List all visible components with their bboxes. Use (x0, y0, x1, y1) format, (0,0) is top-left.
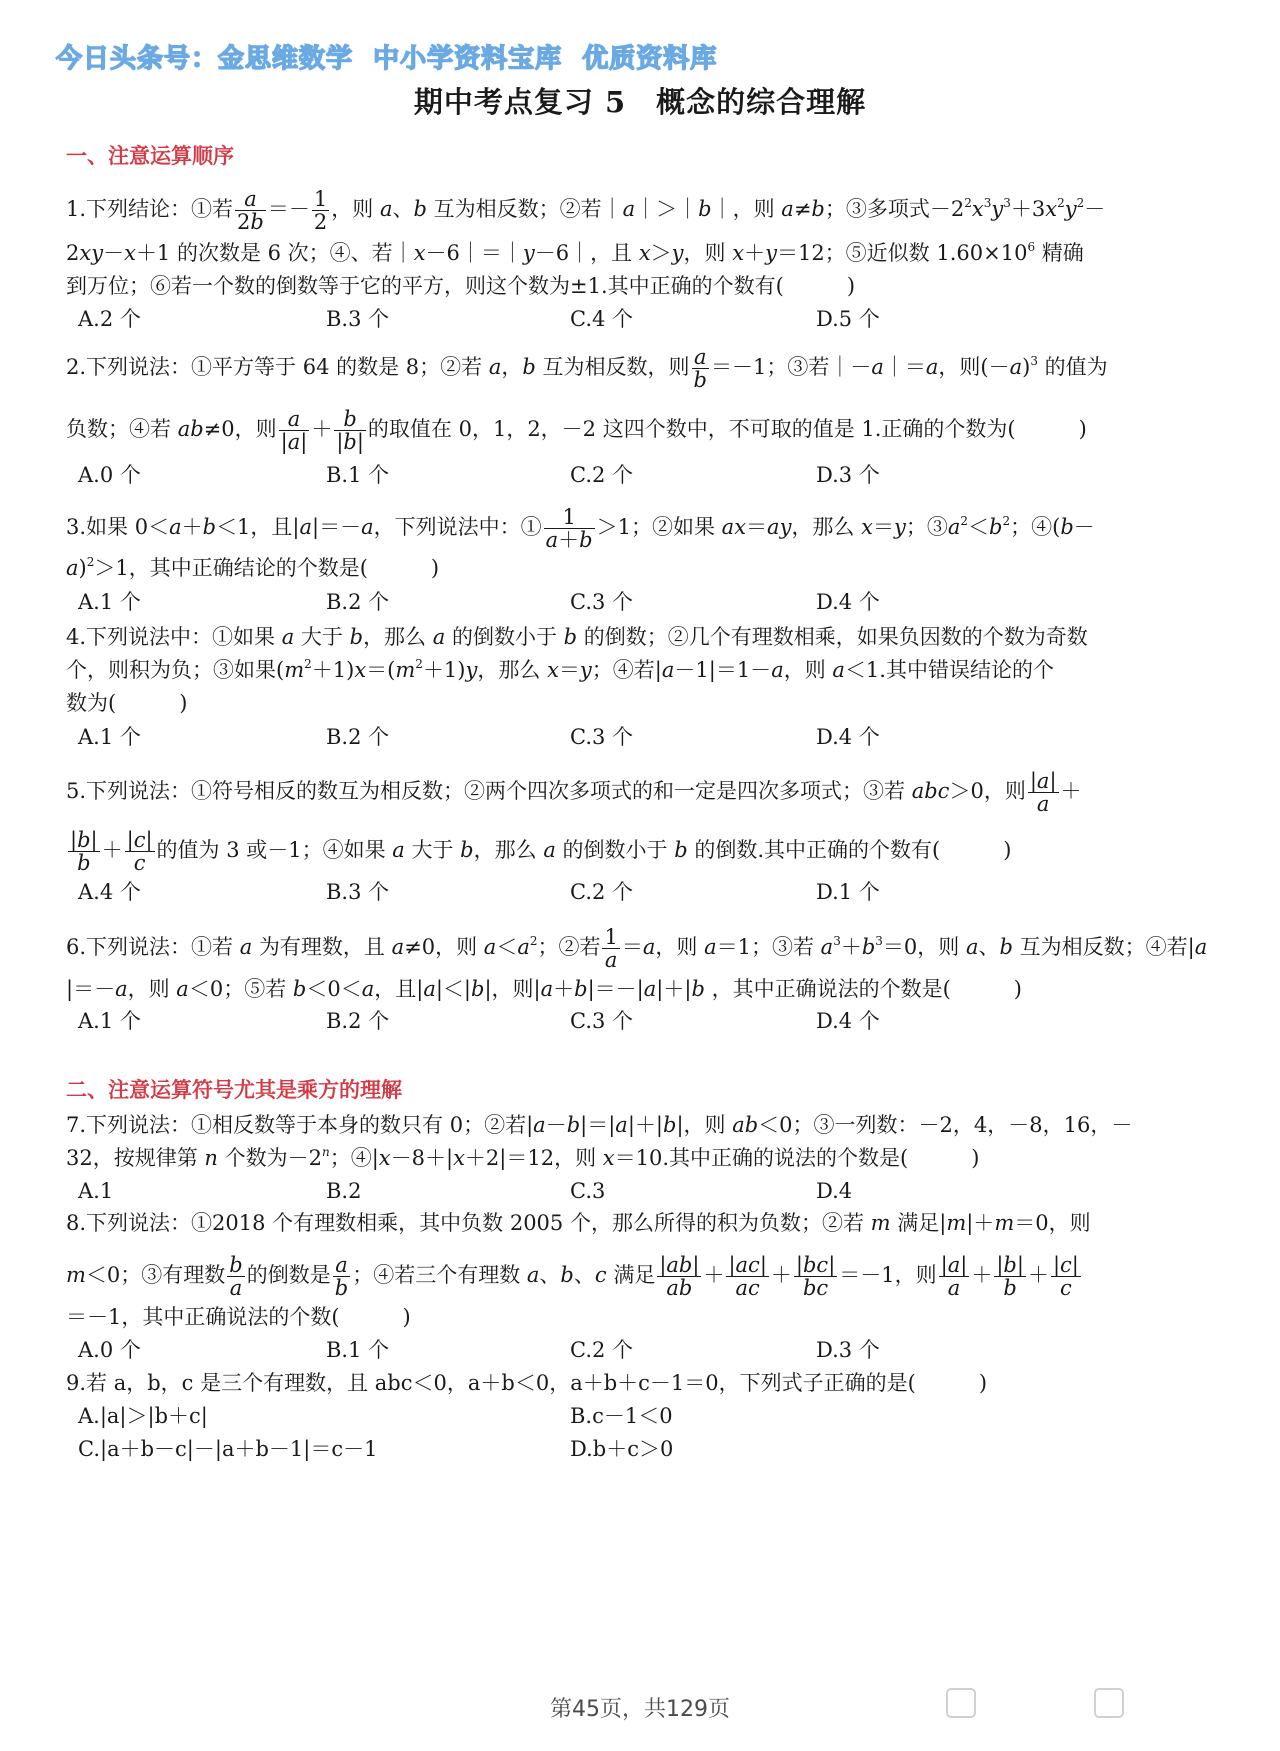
question-3-option-a: A.1 个 (78, 590, 141, 614)
question-6-option-d: D.4 个 (816, 1009, 880, 1033)
watermark: 今日头条号：金思维数学 中小学资料宝库 优质资料库 (56, 44, 718, 74)
question-2-option-d: D.3 个 (816, 463, 880, 487)
question-1-line-1: 1.下列结论：①若 $\frac{a}{2b}$ ＝－ $\frac{1}{2}$ ，则 a、b 互为相反数；②若｜a｜＞｜b｜，则 a≠b；③多项式$-2^2x^3y^3+3x^2y^2-$ (66, 187, 1106, 234)
question-2-option-b: B.1 个 (326, 463, 390, 487)
question-5-line-1: 5.下列说法：①符号相反的数互为相反数；②两个四次多项式的和一定是四次多项式；③若 abc＞0，则 $\frac{|a|}{a}$ ＋ (66, 769, 1082, 816)
question-4-line-3: 数为( ) (66, 691, 188, 715)
question-2-line-2: 负数；④若 ab≠0，则 $\frac{a}{|a|}$ ＋ $\frac{b}{|b|}$ 的取值在 0，1，2，－2 这四个数中，不可取的值是 1.正确的个数为( ) (66, 407, 1087, 454)
question-2-option-c: C.2 个 (570, 463, 634, 487)
page-number: 第45页，共129页 (550, 1697, 730, 1722)
question-2-line-1: 2.下列说法：①平方等于 64 的数是 8；②若 a，b 互为相反数，则 $\frac{a}{b}$ ＝－1；③若｜－a｜＝a，则$(-a)^3$ 的值为 (66, 345, 1108, 392)
question-6-option-c: C.3 个 (570, 1009, 634, 1033)
question-5-option-d: D.1 个 (816, 880, 880, 904)
question-3-option-b: B.2 个 (326, 590, 390, 614)
question-7-option-c: C.3 (570, 1179, 606, 1203)
page-thumb-icon[interactable] (946, 1688, 976, 1718)
question-6-option-b: B.2 个 (326, 1009, 390, 1033)
question-7-line-1: 7.下列说法：①相反数等于本身的数只有 0；②若|a－b|＝|a|＋|b|，则 ab＜0；③一列数：－2，4，－8，16，－ (66, 1113, 1133, 1137)
question-4-line-2: 个，则积为负；③如果$(m^2+1)x=(m^2+1)y$，那么 x＝y；④若|a－1|＝1－a，则 a＜1.其中错误结论的个 (66, 657, 1054, 682)
question-1-option-c: C.4 个 (570, 307, 634, 331)
question-4-option-a: A.1 个 (78, 725, 141, 749)
question-6-line-2: |＝－a，则 a＜0；⑤若 b＜0＜a，且|a|＜|b|，则|a＋b|＝－|a|＋|b ，其中正确说法的个数是( ) (66, 977, 1022, 1001)
question-1-line-3: 到万位；⑥若一个数的倒数等于它的平方，则这个数为±1.其中正确的个数有( ) (66, 274, 856, 298)
question-5-option-c: C.2 个 (570, 880, 634, 904)
section-heading-1: 一、注意运算顺序 (66, 144, 234, 168)
question-1-option-a: A.2 个 (78, 307, 141, 331)
question-9-option-a: A.|a|＞|b＋c| (78, 1404, 208, 1428)
question-6-line-1: 6.下列说法：①若 a 为有理数，且 a≠0，则 $a<a^2$；②若 $\frac{1}{a}$ ＝a，则 a＝1；③若 $a^3+b^3=0$，则 a、b 互为相反数；④若|a (66, 925, 1208, 972)
question-5-option-b: B.3 个 (326, 880, 390, 904)
question-7-option-d: D.4 (816, 1179, 853, 1203)
question-7-option-b: B.2 (326, 1179, 362, 1203)
question-9-option-b: B.c－1＜0 (570, 1404, 673, 1428)
question-3-option-d: D.4 个 (816, 590, 880, 614)
question-9-stem: 9.若 a，b，c 是三个有理数，且 abc＜0，a＋b＜0，a＋b＋c－1＝0，下列式子正确的是( ) (66, 1371, 988, 1395)
question-8-option-b: B.1 个 (326, 1338, 390, 1362)
question-9-option-c: C.|a＋b－c|－|a＋b－1|＝c－1 (78, 1437, 378, 1461)
question-3-line-1: 3.如果 0＜a＋b＜1，且|a|＝－a，下列说法中：① $\frac{1}{a+b}$ ＞1；②如果 ax＝ay，那么 x＝y；$③a^2<b^2$；④(b－ (66, 505, 1095, 552)
section-heading-2: 二、注意运算符号尤其是乘方的理解 (66, 1078, 402, 1102)
question-5-line-2: $\frac{|b|}{b}$ ＋ $\frac{|c|}{c}$ 的值为 3 或－1；④如果 a 大于 b，那么 a 的倒数小于 b 的倒数.其中正确的个数有( ) (70, 828, 1012, 875)
question-4-option-c: C.3 个 (570, 725, 634, 749)
question-7-option-a: A.1 (78, 1179, 114, 1203)
question-8-line-2: m＜0；③有理数 $\frac{b}{a}$ 的倒数是 $\frac{a}{b}$ ；④若三个有理数 a、b、c 满足 $\frac{|ab|}{ab}$ ＋ $\frac{|ac|}{ac}$ ＋ $\frac{|bc|}{bc}$ ＝－1，则 $\frac{|a|}{a}$ ＋ $\frac{|b|}{b}$ ＋ $\frac{|c|}{c}$ (66, 1253, 1079, 1300)
question-1-option-d: D.5 个 (816, 307, 880, 331)
question-1-option-b: B.3 个 (326, 307, 390, 331)
question-8-option-a: A.0 个 (78, 1338, 141, 1362)
question-2-option-a: A.0 个 (78, 463, 141, 487)
question-8-line-1: 8.下列说法：①2018 个有理数相乘，其中负数 2005 个，那么所得的积为负数；②若 m 满足|m|＋m＝0，则 (66, 1211, 1091, 1235)
question-1-line-2: 2xy－x＋1 的次数是 6 次；④、若｜x－6｜＝｜y－6｜，且 x＞y，则 x＋y＝12；⑤近似数 $1.60\times 10^6$ 精确 (66, 240, 1084, 265)
question-5-option-a: A.4 个 (78, 880, 141, 904)
question-4-option-d: D.4 个 (816, 725, 880, 749)
question-4-line-1: 4.下列说法中：①如果 a 大于 b，那么 a 的倒数小于 b 的倒数；②几个有理数相乘，如果负因数的个数为奇数 (66, 625, 1088, 649)
question-6-option-a: A.1 个 (78, 1009, 141, 1033)
page-thumb-icon[interactable] (1094, 1688, 1124, 1718)
question-8-line-3: ＝－1，其中正确说法的个数( ) (66, 1305, 411, 1329)
question-8-option-c: C.2 个 (570, 1338, 634, 1362)
question-3-line-2: a)$^2$＞1，其中正确结论的个数是( ) (66, 555, 440, 580)
question-4-option-b: B.2 个 (326, 725, 390, 749)
question-3-option-c: C.3 个 (570, 590, 634, 614)
question-7-line-2: 32，按规律第 n 个数为$-2^n$；④|x－8＋|x＋2|＝12，则 x＝10.其中正确的说法的个数是( ) (66, 1145, 980, 1170)
question-9-option-d: D.b＋c＞0 (570, 1437, 674, 1461)
question-8-option-d: D.3 个 (816, 1338, 880, 1362)
page-title: 期中考点复习 5 概念的综合理解 (413, 85, 867, 119)
